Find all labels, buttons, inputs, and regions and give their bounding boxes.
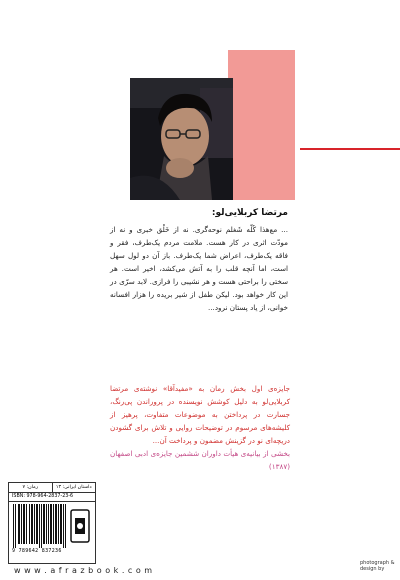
red-accent-line <box>300 148 400 150</box>
publisher-website: w w w . a f r a z b o o k . c o m <box>14 566 153 575</box>
blurb-source: بخشی از بیانیه‌ی هیأت داوران ششمین جایزه‌ی ادبی اصفهان (۱۳۸۷) <box>110 449 290 471</box>
publisher-logo-icon <box>70 504 90 548</box>
author-heading: مرتضا کربلایی‌لو: <box>211 208 288 218</box>
design-credit <box>360 560 395 572</box>
barcode-digits: 9 789642 837236 <box>12 548 62 554</box>
credit-line-2: design by <box>360 566 385 572</box>
author-bio-text <box>110 223 288 314</box>
credit-line-1: photograph & <box>360 560 395 566</box>
barcode-box <box>8 482 96 564</box>
blurb-paragraph: جایزه‌ی اول بخش رمان به «مفیدآقا» نوشته‌ی مرتضا کربلایی‌لو به دلیل کوشش نویسنده در پروراندن پی‌رنگ، جسارت در پرداختن به موضوعات متفاوت، پرهیز از کلیشه‌های مرسوم در توضیحات روایی و تلاش برای گشودن دریچه‌ای نو در گزینش مضمون و پرداخت آن... <box>110 384 290 445</box>
isbn-text: ISBN: 978-964-2837-23-6 <box>9 493 95 502</box>
label-novel: رمان: ۷ <box>9 483 53 492</box>
barcode-area <box>9 502 95 548</box>
bio-paragraph: ... مع‌هذا کُلّه شَغلم نوحه‌گری. نه از خَلْق خبری و نه از مودّت اثری در کار هست. ملامت مردم یک‌طرف، فقر و فاقه یک‌طرف، اعراض شما یک‌طرف. باز آن دو لول سهل است، اما آنچه قلب را به آتش می‌کشد، اخیر است. هر سختی را براحتی هست و هر نشیبی را فرازی. لابد سرّی در این کار خواهد بود. لیکن طفل از شیر بریده را هزار افسانه خوانی، از یاد پستان نرود... <box>110 225 288 312</box>
pink-color-block <box>228 50 295 200</box>
barcode-labels <box>9 483 95 493</box>
author-photo <box>130 78 233 200</box>
barcode-icon <box>12 504 68 548</box>
label-series: داستان ایرانی: ۱۳ <box>55 485 92 490</box>
award-blurb <box>110 382 290 473</box>
